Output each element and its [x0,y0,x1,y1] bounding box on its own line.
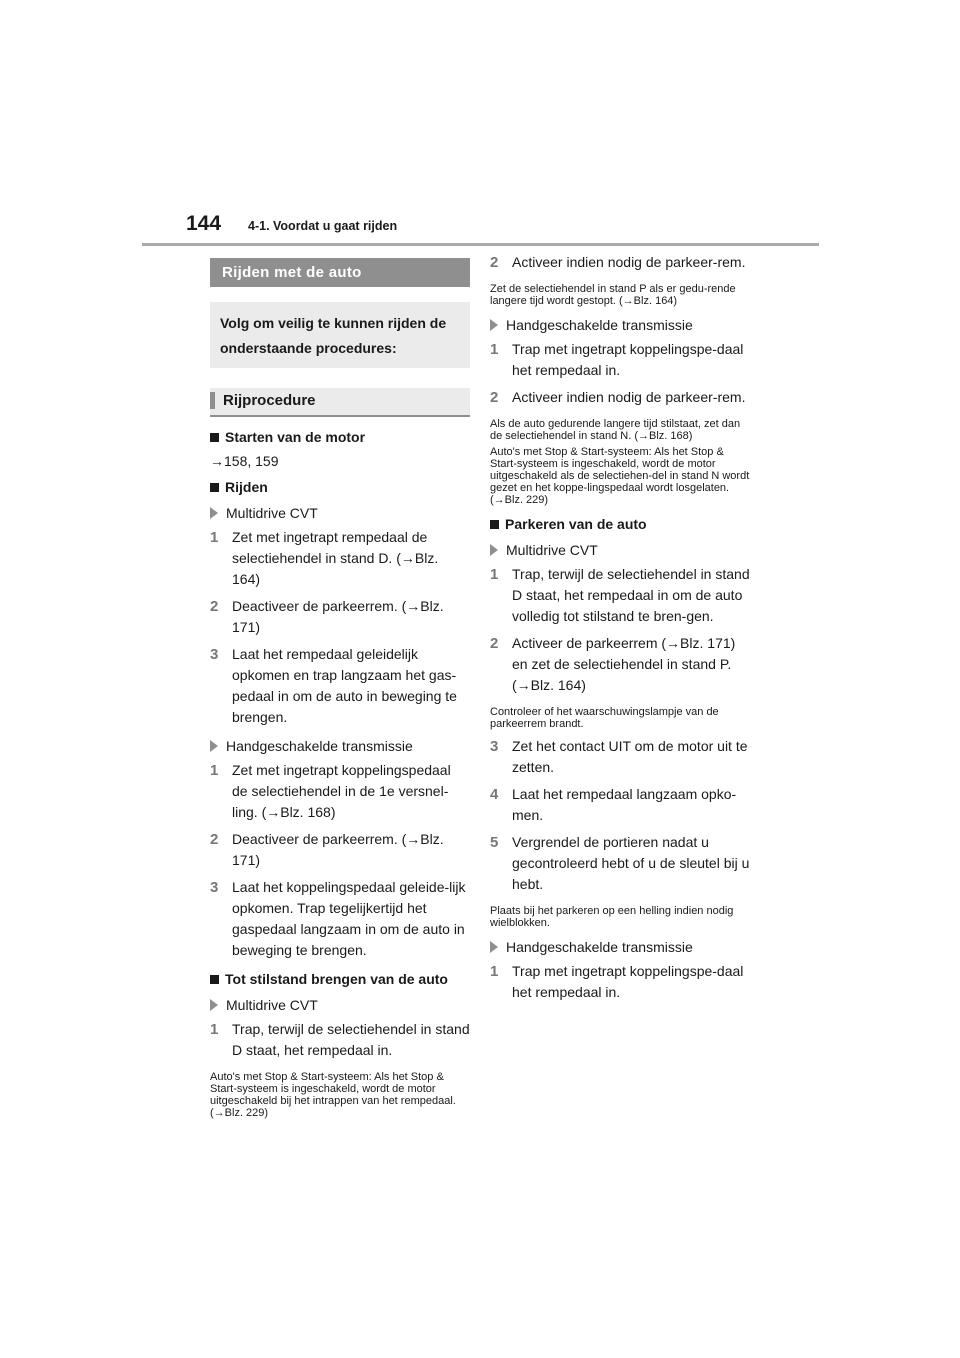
subheading-box [210,388,470,417]
triangle-bullet-icon [490,941,498,953]
heading-label: Parkeren van de auto [505,516,647,532]
subheading-label: Rijprocedure [223,392,316,409]
left-column [210,258,470,1119]
step-item [210,644,470,728]
step-item [490,961,752,1003]
step-number: 5 [490,834,499,851]
page-number: 144 [186,212,222,235]
step-number: 2 [210,598,219,615]
heading-rijden [210,479,470,495]
square-bullet-icon [490,520,499,529]
step-text: Laat het rempedaal langzaam opko-men. [512,786,737,823]
heading-starten [210,429,470,445]
subheading-cvt [210,997,470,1013]
step-item [490,832,752,895]
step-number: 1 [210,1021,219,1038]
step-text: Laat het koppelingspedaal geleide-lijk opkomen. Trap tegelijkertijd het gaspedaal langzaam in om de auto in beweging te brengen. [232,879,466,958]
step-item [210,527,470,590]
step-number: 3 [210,879,219,896]
step-item [490,252,752,273]
subheading-label: Multidrive CVT [226,997,318,1013]
subheading-label: Multidrive CVT [506,542,598,558]
note-text: Plaats bij het parkeren op een helling indien nodig wielblokken. [490,905,734,929]
step-number: 1 [210,762,219,779]
step-item [490,784,752,826]
heading-label: Tot stilstand brengen van de auto [225,971,448,987]
step-number: 2 [490,635,499,652]
heading-label: Starten van de motor [225,429,366,445]
square-bullet-icon [210,433,219,442]
step-text: Activeer de parkeerrem (→Blz. 171) en zet de selectiehendel in stand P. (→Blz. 164) [512,635,736,693]
step-item [490,564,752,627]
triangle-bullet-icon [210,740,218,752]
intro-box: Volg om veilig te kunnen rijden de onderstaande procedures: [210,302,470,368]
right-column [490,252,752,1003]
subheading-cvt [210,505,470,521]
page-reference: →158, 159 [210,453,279,469]
subheading-label: Multidrive CVT [226,505,318,521]
subheading-cvt [490,542,752,558]
step-number: 2 [210,831,219,848]
heading-park [490,516,752,532]
subheading-manual [490,939,752,955]
step-text: Trap, terwijl de selectiehendel in stand D staat, het rempedaal in om de auto volledig tot stilstand te bren-gen. [512,566,750,624]
step-number: 3 [490,738,499,755]
step-text: Zet het contact UIT om de motor uit te zetten. [512,738,748,775]
step-item [210,760,470,823]
section-title: 4-1. Voordat u gaat rijden [248,219,398,233]
step-number: 1 [210,529,219,546]
step-number: 4 [490,786,499,803]
subheading-manual [490,317,752,333]
step-number: 3 [210,646,219,663]
step-text: Trap met ingetrapt koppelingspe-daal het rempedaal in. [512,963,744,1000]
step-text: Deactiveer de parkeerrem. (→Blz. 171) [232,831,444,868]
step-item [490,387,752,408]
section-banner: Rijden met de auto [210,258,470,287]
step-number: 2 [490,254,499,271]
step-item [210,829,470,871]
step-item [210,877,470,961]
step-item [490,339,752,381]
note-text: Auto's met Stop & Start-systeem: Als het Stop & Start-systeem is ingeschakeld, wordt de motor uitgeschakeld als de selectiehen-del in stand N wordt gezet en het koppe-lingspedaal wordt losgelaten. (→Blz. 229) [490,446,750,506]
header-divider [142,243,819,246]
subheading-manual [210,738,470,754]
heading-stop [210,971,470,987]
step-item [210,1019,470,1061]
note-text: Zet de selectiehendel in stand P als er gedu-rende langere tijd wordt gestopt. (→Blz. 164) [490,283,736,307]
step-number: 1 [490,963,499,980]
step-text: Vergrendel de portieren nadat u gecontroleerd hebt of u de sleutel bij u hebt. [512,834,750,892]
step-text: Activeer indien nodig de parkeer-rem. [512,254,746,270]
triangle-bullet-icon [210,507,218,519]
note-text: Als de auto gedurende langere tijd stilstaat, zet dan de selectiehendel in stand N. (→Blz. 168) [490,418,741,442]
step-item [210,596,470,638]
subheading-label: Handgeschakelde transmissie [506,939,693,955]
step-number: 1 [490,566,499,583]
note-text: Controleer of het waarschuwingslampje van de parkeerrem brandt. [490,706,719,730]
step-text: Trap, terwijl de selectiehendel in stand D staat, het rempedaal in. [232,1021,470,1058]
step-text: Zet met ingetrapt rempedaal de selectiehendel in stand D. (→Blz. 164) [232,529,439,587]
step-number: 1 [490,341,499,358]
note-text: Auto's met Stop & Start-systeem: Als het Stop & Start-systeem is ingeschakeld, wordt de motor uitgeschakeld bij het intrappen van het rempedaal. (→Blz. 229) [210,1071,456,1119]
triangle-bullet-icon [490,544,498,556]
step-text: Zet met ingetrapt koppelingspedaal de selectiehendel in de 1e versnel-ling. (→Blz. 168) [232,762,451,820]
square-bullet-icon [210,975,219,984]
step-text: Deactiveer de parkeerrem. (→Blz. 171) [232,598,444,635]
subheading-label: Handgeschakelde transmissie [226,738,413,754]
step-text: Laat het rempedaal geleidelijk opkomen en trap langzaam het gas-pedaal in om de auto in beweging te brengen. [232,646,457,725]
heading-label: Rijden [225,479,268,495]
step-item [490,736,752,778]
triangle-bullet-icon [490,319,498,331]
triangle-bullet-icon [210,999,218,1011]
subheading-bar [210,392,215,409]
step-text: Trap met ingetrapt koppelingspe-daal het rempedaal in. [512,341,744,378]
subheading-label: Handgeschakelde transmissie [506,317,693,333]
step-item [490,633,752,696]
step-number: 2 [490,389,499,406]
square-bullet-icon [210,483,219,492]
step-text: Activeer indien nodig de parkeer-rem. [512,389,746,405]
